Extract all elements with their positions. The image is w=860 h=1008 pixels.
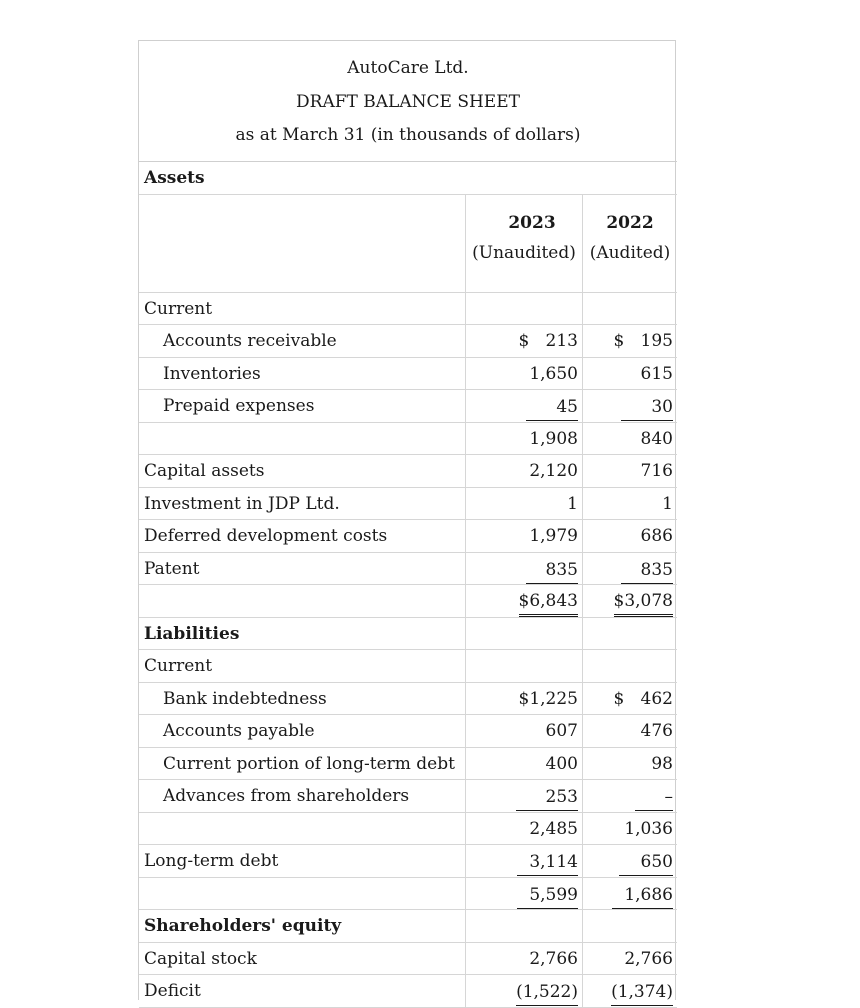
value-2022: – [635,784,674,811]
empty-cell [583,650,677,682]
note-2022: (Audited) [589,242,671,263]
subtotal-2022: 1,686 [612,882,673,909]
value-cell [583,715,677,747]
value-cell [583,325,677,357]
value-cell [583,943,677,975]
row-label: Patent [139,553,466,585]
empty-cell [583,910,677,942]
row-label: Capital stock [139,943,466,975]
table-row [139,293,677,326]
row-label: Long-term debt [139,845,466,877]
value-cell [466,878,583,910]
value-cell [466,780,583,812]
note-2023: (Unaudited) [472,242,576,263]
section-row-liabilities [139,618,677,651]
value-2023: 45 [526,394,578,421]
value-2022: (1,374) [611,979,673,1006]
subtotal-2023: 5,599 [517,882,578,909]
value-2022: 476 [640,721,673,741]
empty-cell [466,650,583,682]
year-2023: 2023 [508,212,556,233]
value-cell [583,358,677,390]
value-cell [583,553,677,585]
empty-cell [583,618,677,650]
subtotal-2023: 1,908 [529,428,578,449]
value-cell [466,748,583,780]
table-row [139,943,677,976]
value-2022: 716 [640,461,673,481]
table-row [139,748,677,781]
value-2022: 650 [619,849,673,876]
value-cell [583,423,677,455]
subtotal-2022: 1,036 [624,818,673,839]
table-row [139,845,677,878]
sheet-title: DRAFT BALANCE SHEET [296,92,520,112]
section-heading-equity: Shareholders' equity [139,910,466,942]
value-2022: 30 [621,394,673,421]
value-cell [583,975,677,1007]
table-row [139,358,677,391]
empty-cell [466,910,583,942]
value-cell [583,748,677,780]
row-label: Inventories [139,358,466,390]
row-label: Current portion of long-term debt [139,748,466,780]
sheet-header [139,41,677,162]
table-row [139,553,677,586]
section-heading-liabilities: Liabilities [139,618,466,650]
value-2023: (1,522) [516,979,578,1006]
total-assets-2022: $3,078 [614,588,673,617]
column-header-row [139,195,677,293]
value-2022: 835 [621,557,673,584]
value-cell [466,975,583,1007]
value-2022: 2,766 [624,948,673,969]
empty-cell [583,293,677,325]
row-label: Capital assets [139,455,466,487]
value-cell [583,390,677,422]
value-cell [583,488,677,520]
value-cell [466,358,583,390]
row-label: Accounts payable [139,715,466,747]
row-label: Advances from shareholders [139,780,466,812]
table-row [139,683,677,716]
value-cell [466,325,583,357]
company-name: AutoCare Ltd. [347,58,469,78]
value-cell [583,520,677,552]
value-cell [466,715,583,747]
value-cell [583,780,677,812]
value-2023: 2,766 [529,948,578,969]
sheet-grid [139,162,677,1008]
table-row [139,390,677,423]
value-cell [466,423,583,455]
row-label: Deferred development costs [139,520,466,552]
table-row [139,423,677,456]
value-cell [583,845,677,877]
value-cell [466,845,583,877]
section-heading-assets: Assets [144,168,205,188]
row-label: Bank indebtedness [139,683,466,715]
value-cell [466,455,583,487]
value-cell [583,813,677,845]
empty-cell [139,585,466,617]
value-2023: 253 [516,784,578,811]
year-2022: 2022 [606,212,654,233]
sheet-subtitle: as at March 31 (in thousands of dollars) [235,125,581,145]
table-row [139,488,677,521]
value-2023: 3,114 [517,849,578,876]
row-label: Deficit [139,975,466,1007]
value-cell [466,553,583,585]
table-row [139,878,677,911]
value-2022: $ 195 [613,331,673,351]
total-assets-2023: $6,843 [519,588,578,617]
value-cell [466,488,583,520]
empty-cell [139,878,466,910]
table-row [139,455,677,488]
value-cell [466,390,583,422]
col-2023-header [466,195,583,292]
value-2022: $ 462 [613,688,673,709]
value-2023: 1,650 [529,363,578,384]
table-row [139,715,677,748]
table-row [139,813,677,846]
value-2022: 98 [651,753,673,774]
value-cell [583,878,677,910]
table-row [139,780,677,813]
value-cell [466,585,583,617]
value-2023: 835 [526,557,578,584]
empty-cell [139,423,466,455]
value-2023: 1,979 [529,526,578,546]
table-row [139,520,677,553]
value-cell [466,520,583,552]
value-2022: 686 [640,526,673,546]
row-label: Current [139,650,466,682]
value-cell [583,455,677,487]
value-cell [583,585,677,617]
row-label: Current [139,293,466,325]
table-row [139,975,677,1008]
empty-cell [139,813,466,845]
row-label: Prepaid expenses [139,390,466,422]
value-2023: 1 [567,493,578,514]
value-2022: 1 [662,493,673,514]
table-row [139,325,677,358]
section-row-equity [139,910,677,943]
value-2022: 615 [640,363,673,384]
value-2023: $ 213 [518,331,578,351]
value-cell [466,683,583,715]
value-cell [466,943,583,975]
section-row-assets [139,162,677,195]
row-label: Accounts receivable [139,325,466,357]
subtotal-2022: 840 [640,428,673,449]
balance-sheet-table [138,40,676,1000]
value-cell [466,813,583,845]
value-cell [583,683,677,715]
table-row [139,650,677,683]
value-2023: 607 [545,721,578,741]
row-label: Investment in JDP Ltd. [139,488,466,520]
value-2023: $1,225 [518,688,578,709]
empty-cell [466,293,583,325]
value-2023: 400 [545,753,578,774]
table-row [139,585,677,618]
subtotal-2023: 2,485 [529,818,578,839]
value-2023: 2,120 [529,461,578,481]
empty-cell [466,618,583,650]
col-2022-header [583,195,677,292]
blank-cell [139,195,466,292]
